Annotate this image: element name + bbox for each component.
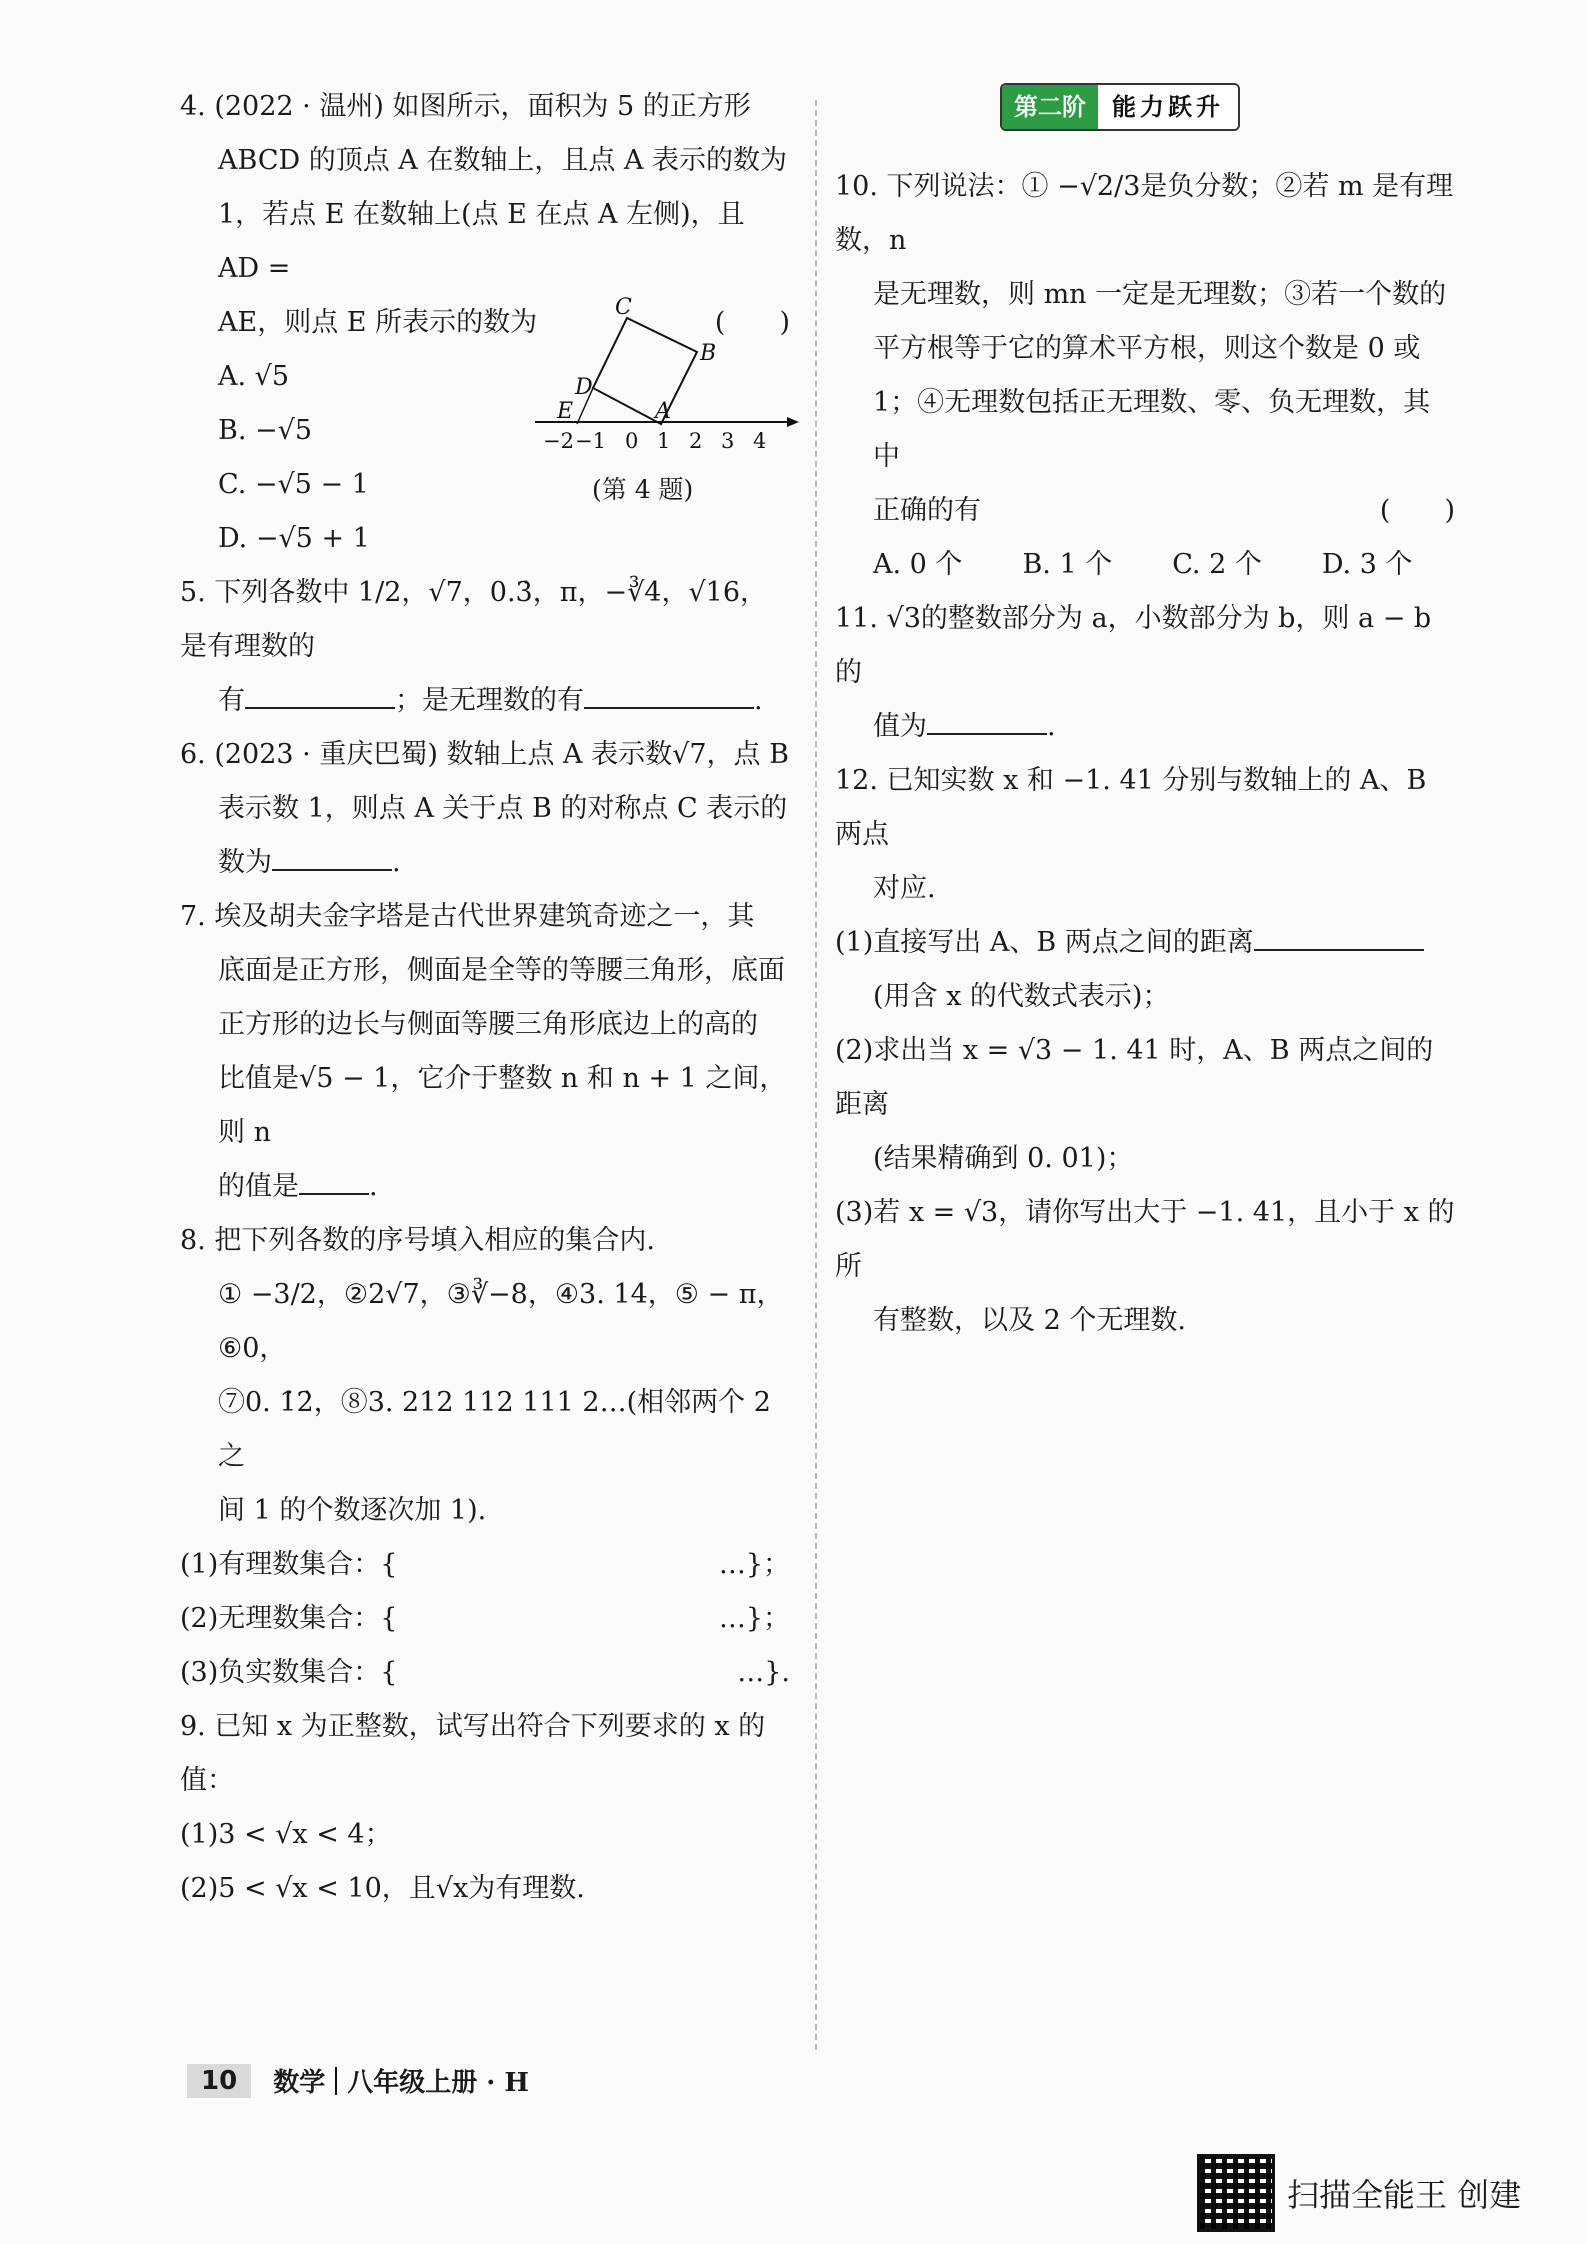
q8-line: ⑦0. 1̇2̇，⑧3. 212 112 111 2…(相邻两个 2 之 (218, 1387, 771, 1472)
q11-line: 11. √3的整数部分为 a，小数部分为 b，则 a − b 的 (835, 603, 1432, 688)
set-negative-label: (3)负实数集合：{ (180, 1657, 398, 1688)
set-end: …}； (718, 1549, 790, 1580)
question-11 (835, 592, 1455, 754)
tick-label: 3 (721, 429, 735, 453)
tick-label: −2 (543, 429, 574, 453)
q10-text: 正确的有 (873, 495, 981, 526)
tick-label: 4 (753, 429, 767, 453)
q5-line: 5. 下列各数中 1/2，√7，0.3̇，π，−∛4，√16，是有理数的 (180, 577, 768, 662)
q10-option-b: B. 1 个 (1022, 549, 1113, 580)
q7-line: 正方形的边长与侧面等腰三角形底边上的高的 (218, 1009, 758, 1040)
question-7 (180, 890, 790, 1214)
q8-line: 8. 把下列各数的序号填入相应的集合内. (180, 1225, 655, 1256)
q4-option-a: A. √5 (218, 361, 290, 392)
answer-blank (584, 681, 754, 709)
answer-blank (927, 707, 1047, 735)
q9-line: 9. 已知 x 为正整数，试写出符合下列要求的 x 的值： (180, 1711, 766, 1796)
q4-line: ABCD 的顶点 A 在数轴上，且点 A 表示的数为 (218, 145, 788, 176)
answer-paren: ( ) (1379, 495, 1455, 526)
q7-text: . (369, 1171, 378, 1202)
q6-line: 6. (2023 · 重庆巴蜀) 数轴上点 A 表示数√7，点 B (180, 739, 789, 770)
q10-line: 平方根等于它的算术平方根，则这个数是 0 或 (873, 333, 1421, 364)
q4-option-c: C. −√5 − 1 (218, 469, 369, 500)
answer-paren: ( ) (714, 307, 790, 338)
answer-blank (1254, 923, 1424, 951)
q5-text: . (754, 685, 763, 716)
q12-part-1: (1)直接写出 A、B 两点之间的距离 (835, 927, 1254, 958)
q12-line: (结果精确到 0. 01)； (873, 1143, 1134, 1174)
q4-option-d: D. −√5 + 1 (218, 523, 370, 554)
answer-blank (272, 843, 392, 871)
tick-label: 1 (657, 429, 671, 453)
right-column (835, 160, 1455, 1348)
tick-label: 0 (625, 429, 639, 453)
question-10 (835, 160, 1455, 592)
answer-blank (245, 681, 395, 709)
vertex-d-label: D (575, 375, 593, 400)
q12-line: 有整数，以及 2 个无理数. (873, 1305, 1186, 1336)
set-rational-label: (1)有理数集合：{ (180, 1549, 398, 1580)
question-6 (180, 728, 790, 890)
q10-line: 是无理数，则 mn 一定是无理数；③若一个数的 (873, 279, 1447, 310)
q11-text: 值为 (873, 711, 927, 742)
question-12 (835, 754, 1455, 1348)
section-badge (1000, 83, 1240, 131)
point-e-label: E (557, 399, 574, 424)
q6-text: 数为 (218, 847, 272, 878)
book-label: 八年级上册 · H (347, 2068, 529, 2098)
answer-blank (299, 1167, 369, 1195)
q8-line: 间 1 的个数逐次加 1). (218, 1495, 487, 1526)
vertex-c-label: C (615, 295, 632, 320)
q9-part-1: (1)3 < √x < 4； (180, 1819, 392, 1850)
q7-line: 比值是√5 − 1，它介于整数 n 和 n + 1 之间，则 n (218, 1063, 787, 1148)
set-irrational-label: (2)无理数集合：{ (180, 1603, 398, 1634)
scanner-watermark (1197, 2154, 1521, 2232)
page-number: 10 (187, 2064, 251, 2098)
page-footer (187, 2062, 529, 2099)
q10-line: 10. 下列说法：① −√2/3是负分数；②若 m 是有理数，n (835, 171, 1454, 256)
set-end: …}； (718, 1603, 790, 1634)
q10-option-a: A. 0 个 (873, 549, 963, 580)
question-8 (180, 1214, 790, 1700)
q8-line: ① −3/2，②2√7，③∛−8，④3. 14，⑤ − π，⑥0， (218, 1279, 784, 1364)
figure-caption: (第 4 题) (592, 475, 694, 504)
set-end: …}. (737, 1657, 790, 1688)
q6-text: . (392, 847, 401, 878)
vertex-a-label: A (655, 399, 671, 424)
q10-option-c: C. 2 个 (1172, 549, 1262, 580)
question-5 (180, 566, 790, 728)
q4-option-b: B. −√5 (218, 415, 313, 446)
q6-line: 表示数 1，则点 A 关于点 B 的对称点 C 表示的 (218, 793, 788, 824)
q11-text: . (1047, 711, 1056, 742)
footer-divider (335, 2067, 337, 2095)
scanner-text: 扫描全能王 创建 (1287, 2176, 1522, 2214)
q5-text: 有 (218, 685, 245, 716)
q12-line: (用含 x 的代数式表示)； (873, 981, 1170, 1012)
vertex-b-label: B (700, 341, 717, 366)
q12-line: 对应. (873, 873, 936, 904)
q5-text: ；是无理数的有 (395, 685, 584, 716)
q7-text: 的值是 (218, 1171, 299, 1202)
tick-label: −1 (575, 429, 606, 453)
q12-line: 12. 已知实数 x 和 −1. 41 分别与数轴上的 A、B 两点 (835, 765, 1427, 850)
q7-line: 底面是正方形，侧面是全等的等腰三角形，底面 (218, 955, 785, 986)
badge-stage: 第二阶 (1002, 85, 1098, 129)
q12-part-2: (2)求出当 x = √3 − 1. 41 时，A、B 两点之间的距离 (835, 1035, 1434, 1120)
q10-option-d: D. 3 个 (1321, 549, 1413, 580)
column-divider (815, 100, 817, 2050)
q4-line: AE，则点 E 所表示的数为 (218, 307, 538, 338)
q10-line: 1；④无理数包括正无理数、零、负无理数，其中 (873, 387, 1431, 472)
subject-label: 数学 (273, 2068, 326, 2098)
q7-line: 7. 埃及胡夫金字塔是古代世界建筑奇迹之一，其 (180, 901, 755, 932)
question-9 (180, 1700, 790, 1916)
q4-line: 1，若点 E 在数轴上(点 E 在点 A 左侧)，且 AD = (218, 199, 745, 284)
badge-title: 能力跃升 (1098, 85, 1238, 129)
tick-label: 2 (689, 429, 703, 453)
q9-part-2: (2)5 < √x < 10，且√x为有理数. (180, 1873, 585, 1904)
q12-part-3: (3)若 x = √3，请你写出大于 −1. 41，且小于 x 的所 (835, 1197, 1455, 1282)
q4-line: 4. (2022 · 温州) 如图所示，面积为 5 的正方形 (180, 91, 751, 122)
qr-code-icon (1197, 2154, 1275, 2232)
